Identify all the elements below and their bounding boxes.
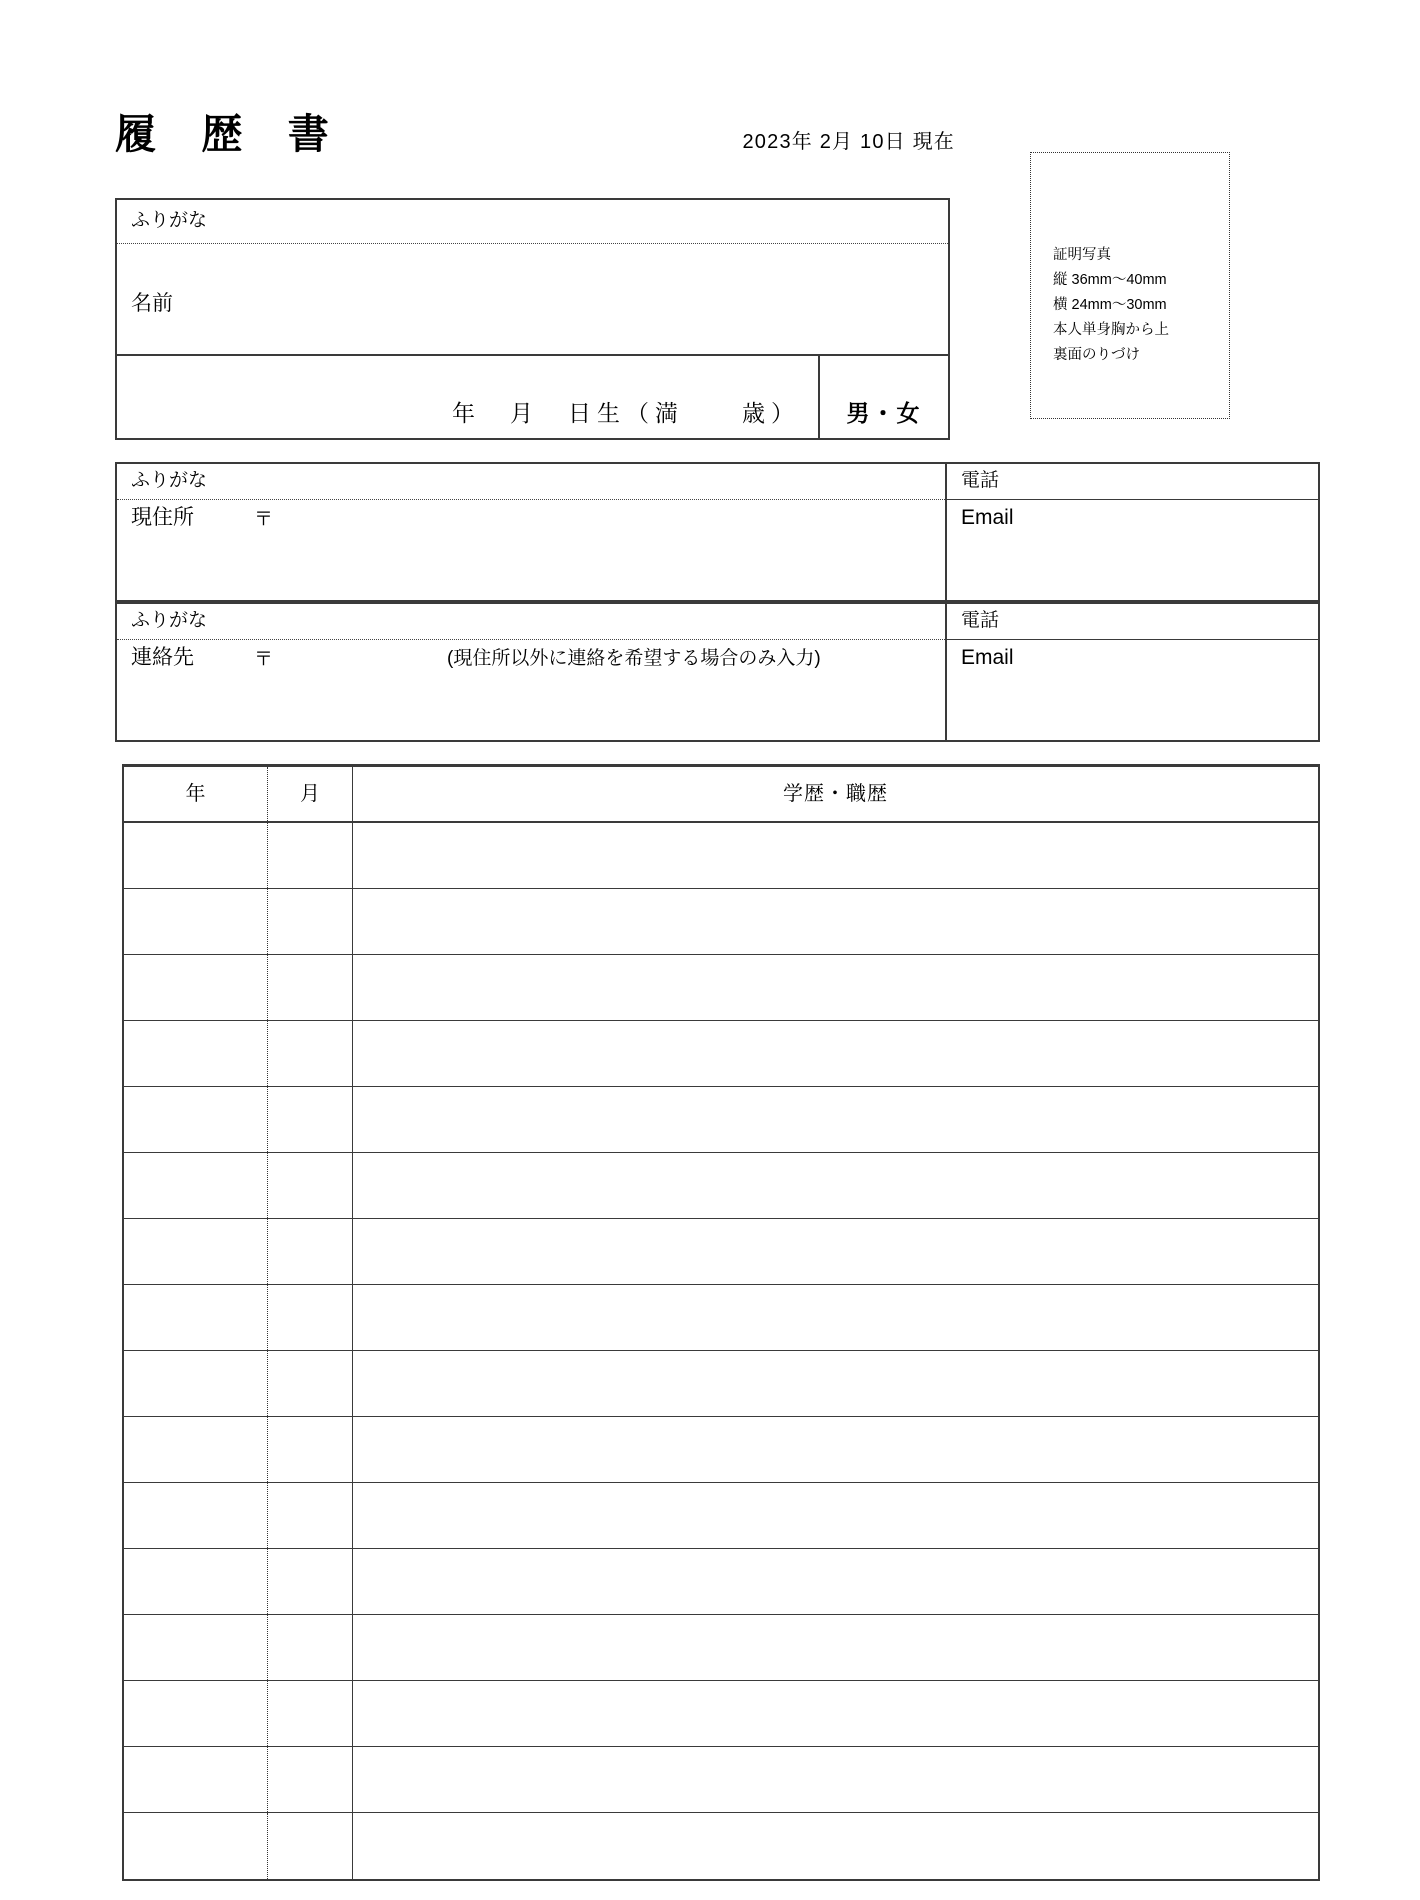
table-row[interactable] (124, 1549, 1318, 1615)
postal-mark-icon: 〒 (254, 509, 274, 530)
table-row[interactable] (124, 889, 1318, 955)
history-cell-month[interactable] (268, 889, 353, 954)
gender-field[interactable] (820, 356, 948, 438)
birth-gender-row (117, 356, 948, 438)
gender-label: 男・女 (846, 400, 922, 426)
history-cell-month[interactable] (268, 1417, 353, 1482)
history-cell-year[interactable] (124, 1087, 268, 1152)
alternate-contact-input-area[interactable] (117, 640, 945, 740)
current-address-furigana-row[interactable] (117, 464, 945, 500)
photo-instruction-line: 横 24mm〜30mm (1053, 297, 1167, 313)
table-row[interactable] (124, 1417, 1318, 1483)
current-address-block (115, 462, 1320, 602)
table-row[interactable] (124, 1681, 1318, 1747)
alternate-contact-furigana-row[interactable] (117, 604, 945, 640)
history-header-year (124, 767, 268, 821)
photo-instructions (1053, 243, 1223, 368)
name-label: 名前 (131, 292, 173, 315)
current-email-label: Email (961, 506, 1014, 529)
table-row[interactable] (124, 1351, 1318, 1417)
table-row[interactable] (124, 1219, 1318, 1285)
history-cell-month[interactable] (268, 1483, 353, 1548)
history-cell-year[interactable] (124, 1483, 268, 1548)
table-row[interactable] (124, 1615, 1318, 1681)
history-cell-month[interactable] (268, 1285, 353, 1350)
table-row[interactable] (124, 1747, 1318, 1813)
history-cell-detail[interactable] (353, 1681, 1318, 1746)
birthdate-field[interactable] (117, 356, 820, 438)
history-cell-detail[interactable] (353, 1219, 1318, 1284)
history-cell-detail[interactable] (353, 1021, 1318, 1086)
name-furigana-row[interactable] (117, 200, 948, 244)
table-row[interactable] (124, 1285, 1318, 1351)
history-cell-year[interactable] (124, 1681, 268, 1746)
alternate-tel-label: 電話 (961, 610, 1000, 631)
history-cell-year[interactable] (124, 1813, 268, 1879)
history-cell-year[interactable] (124, 889, 268, 954)
alternate-contact-block (115, 602, 1320, 742)
history-table (122, 764, 1320, 1881)
document-date: 2023年 2月 10日 現在 (742, 131, 955, 153)
photo-instruction-line: 縦 36mm〜40mm (1053, 272, 1167, 288)
document-header (115, 108, 955, 168)
history-cell-detail[interactable] (353, 823, 1318, 888)
history-cell-detail[interactable] (353, 955, 1318, 1020)
history-cell-month[interactable] (268, 1351, 353, 1416)
history-cell-month[interactable] (268, 1813, 353, 1879)
history-cell-month[interactable] (268, 823, 353, 888)
page-title: 履 歴 書 (115, 111, 346, 157)
history-header-year-label: 年 (185, 783, 206, 805)
current-email-row[interactable] (947, 500, 1318, 600)
history-cell-year[interactable] (124, 1219, 268, 1284)
table-row[interactable] (124, 1087, 1318, 1153)
history-table-header (124, 767, 1318, 823)
history-cell-year[interactable] (124, 823, 268, 888)
history-header-detail-label: 学歴・職歴 (783, 783, 888, 805)
alternate-email-label: Email (961, 646, 1014, 669)
table-row[interactable] (124, 1021, 1318, 1087)
history-cell-detail[interactable] (353, 1153, 1318, 1218)
history-cell-month[interactable] (268, 1549, 353, 1614)
history-cell-month[interactable] (268, 1153, 353, 1218)
history-cell-year[interactable] (124, 1417, 268, 1482)
history-header-detail (353, 767, 1318, 821)
current-tel-label: 電話 (961, 470, 1000, 491)
postal-mark-icon: 〒 (254, 649, 274, 670)
history-cell-detail[interactable] (353, 1351, 1318, 1416)
history-cell-month[interactable] (268, 955, 353, 1020)
history-cell-month[interactable] (268, 1747, 353, 1812)
history-cell-detail[interactable] (353, 1615, 1318, 1680)
table-row[interactable] (124, 823, 1318, 889)
history-cell-year[interactable] (124, 1747, 268, 1812)
history-cell-detail[interactable] (353, 1747, 1318, 1812)
history-header-month-label: 月 (300, 783, 320, 805)
history-cell-detail[interactable] (353, 1549, 1318, 1614)
history-cell-detail[interactable] (353, 1285, 1318, 1350)
name-furigana-label: ふりがな (131, 210, 208, 231)
history-cell-detail[interactable] (353, 1813, 1318, 1879)
current-address-furigana-label: ふりがな (131, 470, 208, 491)
name-row[interactable] (117, 244, 948, 356)
table-row[interactable] (124, 1483, 1318, 1549)
history-cell-year[interactable] (124, 955, 268, 1020)
table-row[interactable] (124, 1813, 1318, 1879)
current-contact-right (947, 464, 1318, 600)
table-row[interactable] (124, 1153, 1318, 1219)
photo-instruction-line: 本人単身胸から上 (1053, 322, 1169, 338)
current-tel-row[interactable] (947, 464, 1318, 500)
history-cell-year[interactable] (124, 1615, 268, 1680)
current-address-left (117, 464, 947, 600)
current-address-input-area[interactable] (117, 500, 945, 600)
identity-block (115, 198, 950, 440)
alternate-tel-row[interactable] (947, 604, 1318, 640)
history-cell-year[interactable] (124, 1285, 268, 1350)
history-cell-year[interactable] (124, 1021, 268, 1086)
table-row[interactable] (124, 955, 1318, 1021)
history-cell-month[interactable] (268, 1021, 353, 1086)
history-cell-detail[interactable] (353, 889, 1318, 954)
history-cell-month[interactable] (268, 1681, 353, 1746)
history-cell-month[interactable] (268, 1087, 353, 1152)
photo-instruction-line: 証明写真 (1053, 247, 1111, 263)
history-cell-year[interactable] (124, 1351, 268, 1416)
history-cell-detail[interactable] (353, 1087, 1318, 1152)
alternate-email-row[interactable] (947, 640, 1318, 740)
alternate-contact-furigana-label: ふりがな (131, 610, 208, 631)
alternate-contact-left (117, 604, 947, 740)
photo-placeholder-box[interactable] (1030, 152, 1230, 419)
photo-instruction-line: 裏面のりづけ (1053, 347, 1140, 363)
history-cell-year[interactable] (124, 1153, 268, 1218)
alternate-contact-label: 連絡先 (131, 646, 194, 669)
alternate-contact-note: (現住所以外に連絡を希望する場合のみ入力) (447, 648, 821, 669)
history-cell-year[interactable] (124, 1549, 268, 1614)
history-cell-month[interactable] (268, 1219, 353, 1284)
alternate-contact-right (947, 604, 1318, 740)
history-cell-month[interactable] (268, 1615, 353, 1680)
birthdate-label: 年 月 日生（満 歳） (452, 400, 800, 426)
history-cell-detail[interactable] (353, 1483, 1318, 1548)
current-address-label: 現住所 (131, 506, 194, 529)
history-cell-detail[interactable] (353, 1417, 1318, 1482)
history-header-month (268, 767, 353, 821)
